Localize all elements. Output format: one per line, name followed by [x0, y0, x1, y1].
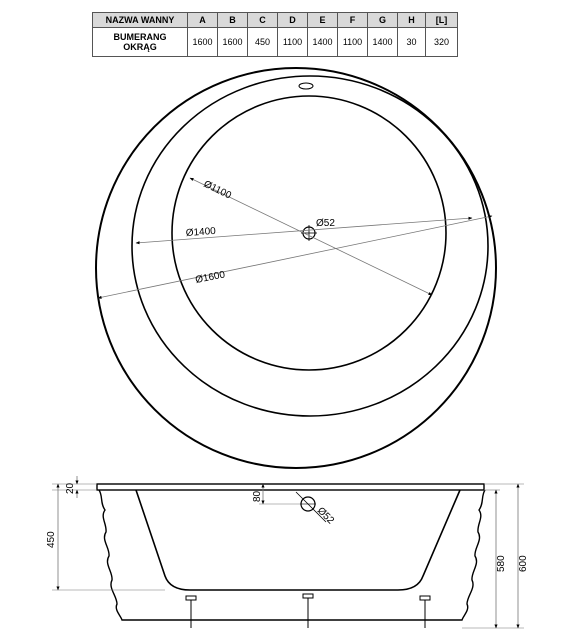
label-rim-20: 20: [65, 482, 76, 494]
value-g: 1400: [368, 28, 398, 57]
header-b: B: [218, 13, 248, 28]
dim-line-d1600: [98, 216, 492, 298]
value-b: 1600: [218, 28, 248, 57]
side-view: [46, 476, 529, 628]
value-c: 450: [248, 28, 278, 57]
header-g: G: [368, 13, 398, 28]
label-depth-450: 450: [46, 531, 57, 548]
header-h: H: [398, 13, 426, 28]
label-d1600: Ø1600: [194, 269, 227, 286]
label-overflow-80: 80: [252, 490, 263, 502]
value-f: 1100: [338, 28, 368, 57]
label-d1400: Ø1400: [185, 225, 217, 239]
label-drain-d52: Ø52: [316, 218, 335, 229]
header-d: D: [278, 13, 308, 28]
tub-legs: [186, 594, 430, 628]
label-overflow-d52: Ø52: [314, 505, 337, 527]
value-a: 1600: [188, 28, 218, 57]
middle-basin-outline: [132, 76, 488, 416]
overflow-hole-top: [299, 83, 313, 89]
header-e: E: [308, 13, 338, 28]
value-h: 30: [398, 28, 426, 57]
value-d: 1100: [278, 28, 308, 57]
tub-rim: [97, 484, 484, 490]
bathtub-name-line1: BUMERANG: [113, 32, 167, 42]
header-a: A: [188, 13, 218, 28]
label-height-600: 600: [518, 555, 529, 572]
header-volume: [L]: [426, 13, 458, 28]
outer-rim-circle: [96, 68, 496, 468]
top-view: [96, 68, 496, 468]
header-f: F: [338, 13, 368, 28]
value-volume: 320: [426, 28, 458, 57]
bathtub-name-line2: OKRĄG: [123, 42, 157, 52]
label-height-580: 580: [496, 555, 507, 572]
header-nazwa-wanny: NAZWA WANNY: [93, 13, 188, 28]
label-d1100: Ø1100: [201, 178, 233, 202]
header-c: C: [248, 13, 278, 28]
tub-inner-basin: [136, 490, 460, 590]
value-e: 1400: [308, 28, 338, 57]
